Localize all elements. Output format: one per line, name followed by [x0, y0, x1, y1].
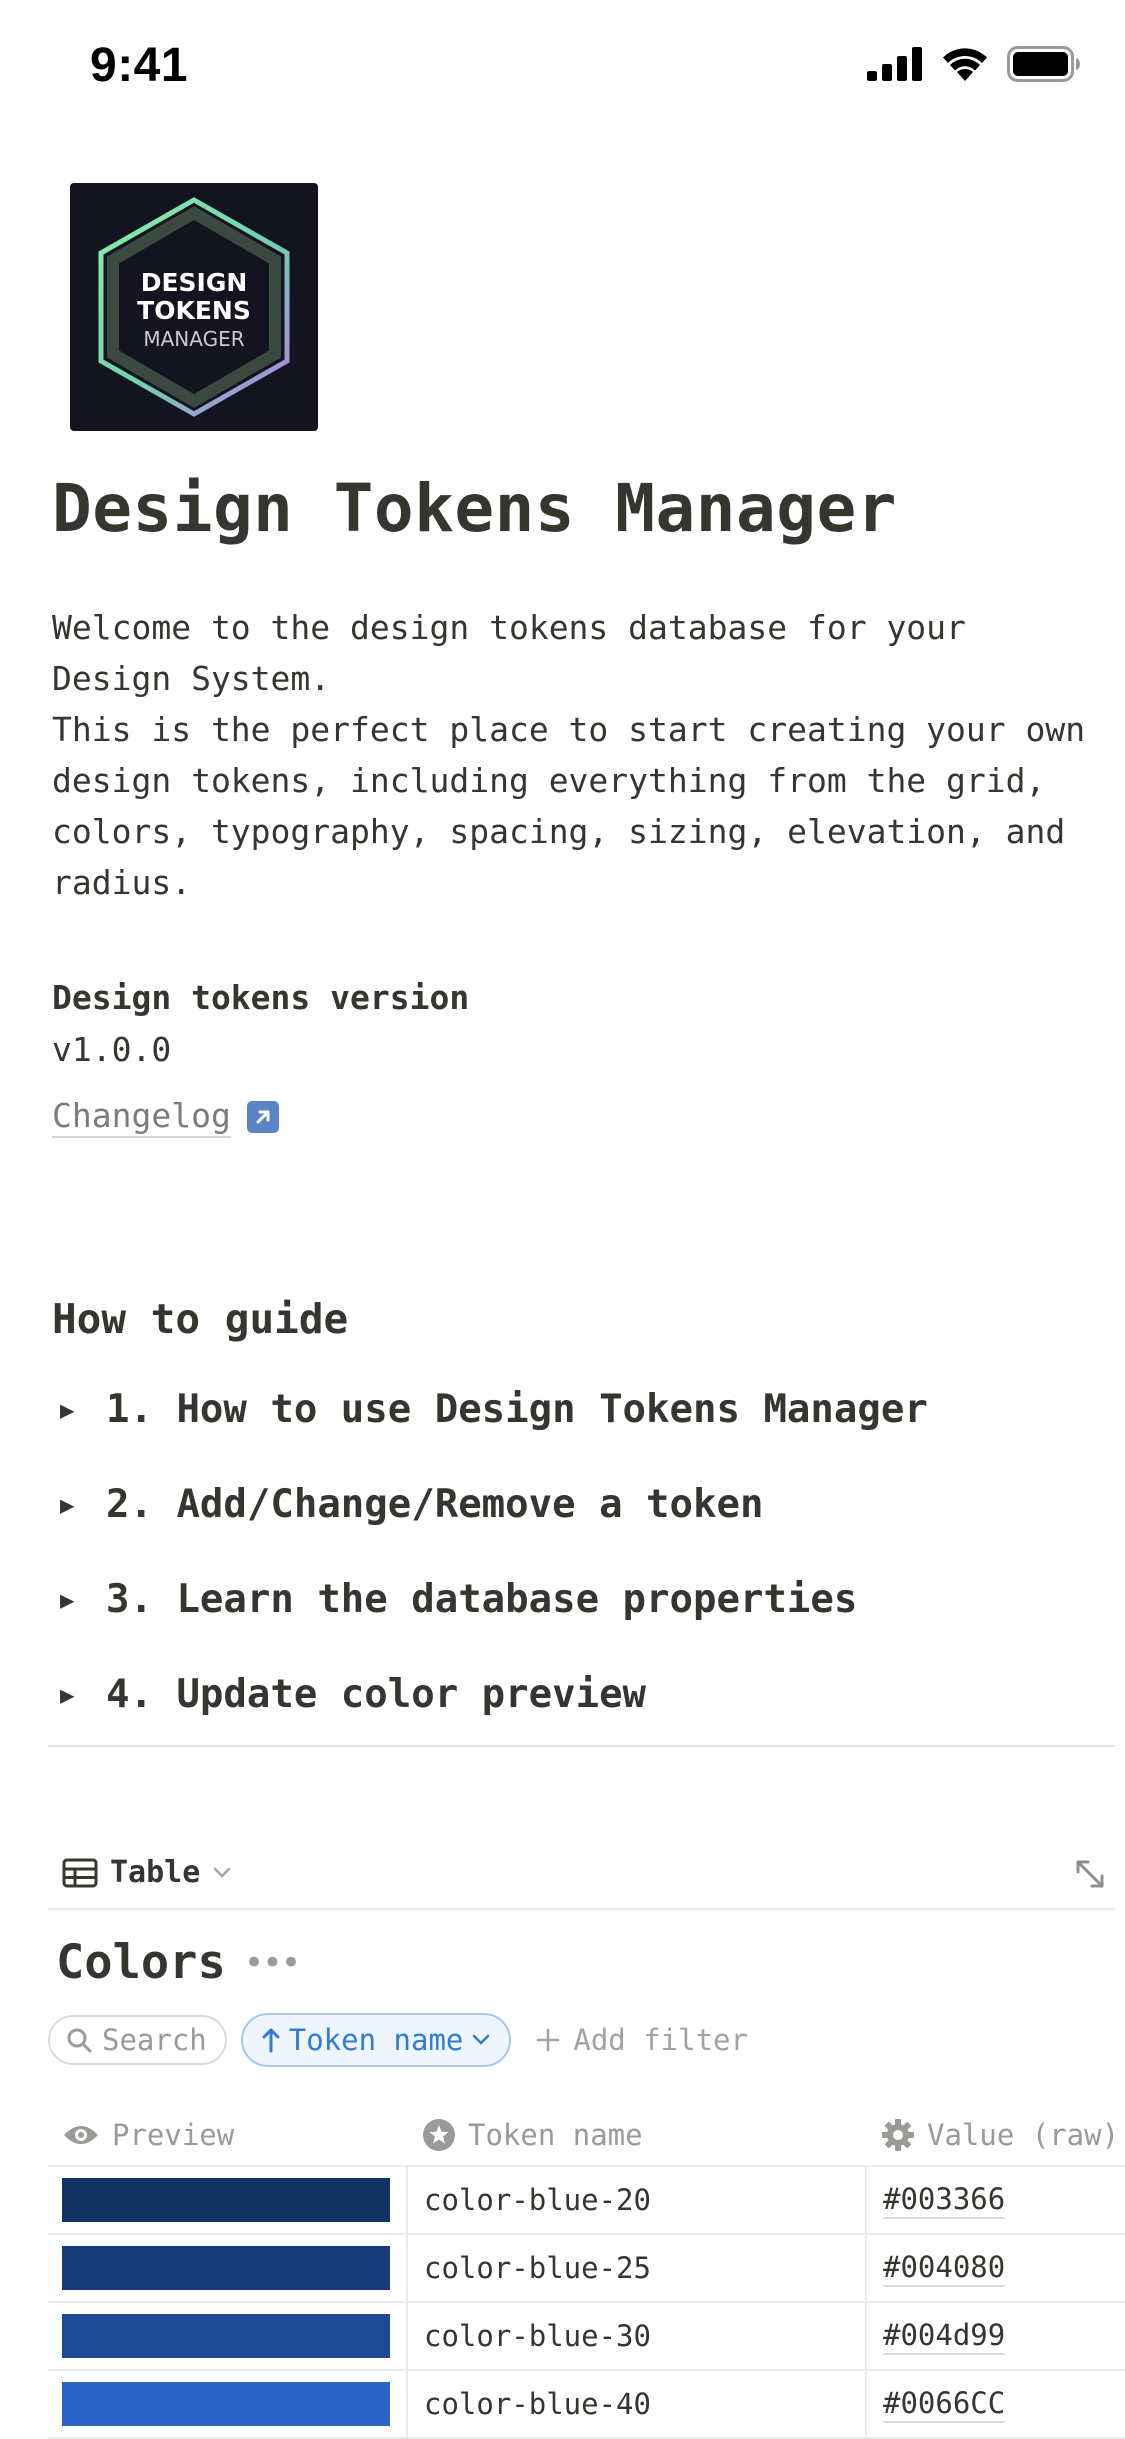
column-header-value-raw[interactable]	[865, 2105, 1125, 2165]
svg-text:DESIGN: DESIGN	[140, 268, 248, 297]
database-title-row	[56, 1935, 299, 1990]
token-value: #004080	[883, 2249, 1005, 2287]
arrow-up-icon	[261, 2027, 281, 2053]
preview-cell	[48, 2178, 406, 2222]
plus-icon	[535, 2027, 561, 2053]
wifi-icon	[941, 47, 989, 81]
token-name: color-blue-40	[424, 2387, 651, 2421]
table-row[interactable]	[48, 2235, 1125, 2303]
svg-text:MANAGER: MANAGER	[143, 327, 245, 351]
toggle-label: 4. Update color preview	[106, 1672, 647, 1717]
search-label: Search	[102, 2023, 207, 2057]
column-header-label: Value (raw)	[927, 2118, 1120, 2152]
color-swatch	[62, 2178, 390, 2222]
token-name-cell[interactable]	[406, 2371, 865, 2437]
triangle-right-icon[interactable]: ▶	[60, 1490, 75, 1519]
table-row[interactable]	[48, 2371, 1125, 2439]
star-circle-icon	[422, 2118, 456, 2152]
view-switcher[interactable]	[62, 1855, 232, 1890]
external-link-icon	[247, 1101, 279, 1133]
changelog-link[interactable]	[52, 1096, 279, 1138]
toggle-label: 1. How to use Design Tokens Manager	[106, 1387, 928, 1432]
value-cell[interactable]	[865, 2303, 1125, 2369]
view-label: Table	[110, 1855, 201, 1890]
table-icon	[62, 1858, 98, 1888]
column-header-label: Token name	[468, 2118, 643, 2152]
triangle-right-icon[interactable]: ▶	[60, 1585, 75, 1614]
color-swatch	[62, 2246, 390, 2290]
toggle-item-database-properties[interactable]	[60, 1577, 857, 1622]
column-header-preview[interactable]	[48, 2105, 406, 2165]
intro-paragraph: This is the perfect place to start creating your own design tokens, including everything from the grid, colors, typography, spacing, sizing, elevation, and radius.	[52, 710, 1086, 902]
triangle-right-icon[interactable]: ▶	[60, 1395, 75, 1424]
table-row[interactable]	[48, 2167, 1125, 2235]
token-name-cell[interactable]	[406, 2235, 865, 2301]
changelog-label[interactable]: Changelog	[52, 1096, 231, 1138]
toggle-item-how-to-use[interactable]	[60, 1387, 928, 1432]
version-value: v1.0.0	[52, 1030, 172, 1069]
toggle-item-color-preview[interactable]	[60, 1672, 646, 1717]
chevron-down-icon	[212, 1866, 232, 1880]
value-cell[interactable]	[865, 2167, 1125, 2233]
table-header	[48, 2105, 1125, 2167]
toggle-item-add-change-remove[interactable]	[60, 1482, 763, 1527]
expand-icon[interactable]	[1072, 1856, 1108, 1892]
divider	[48, 1908, 1115, 1910]
page-title: Design Tokens Manager	[52, 470, 897, 547]
token-name: color-blue-30	[424, 2319, 651, 2353]
divider	[48, 1745, 1115, 1747]
gear-icon	[881, 2118, 915, 2152]
token-name: color-blue-20	[424, 2183, 651, 2217]
eye-icon	[62, 2122, 100, 2148]
preview-cell	[48, 2382, 406, 2426]
color-swatch	[62, 2382, 390, 2426]
sort-token-name-button[interactable]	[241, 2013, 512, 2067]
sort-label: Token name	[288, 2023, 464, 2057]
table-row[interactable]	[48, 2303, 1125, 2371]
colors-table	[48, 2105, 1125, 2439]
token-value: #003366	[883, 2181, 1005, 2219]
preview-cell	[48, 2246, 406, 2290]
triangle-right-icon[interactable]: ▶	[60, 1680, 75, 1709]
color-swatch	[62, 2314, 390, 2358]
svg-text:TOKENS: TOKENS	[137, 296, 251, 325]
page-icon-logo[interactable]	[70, 183, 318, 431]
toggle-label: 3. Learn the database properties	[106, 1577, 858, 1622]
status-time: 9:41	[90, 39, 189, 92]
token-name-cell[interactable]	[406, 2303, 865, 2369]
status-bar	[0, 0, 1125, 140]
battery-icon	[1007, 46, 1081, 82]
token-name: color-blue-25	[424, 2251, 651, 2285]
chevron-down-icon	[471, 2033, 491, 2047]
search-input[interactable]	[48, 2015, 227, 2065]
toggle-label: 2. Add/Change/Remove a token	[106, 1482, 764, 1527]
add-filter-label: Add filter	[573, 2023, 748, 2057]
value-cell[interactable]	[865, 2371, 1125, 2437]
search-icon	[66, 2027, 92, 2053]
more-options-icon[interactable]: •••	[243, 1942, 300, 1983]
value-cell[interactable]	[865, 2235, 1125, 2301]
guide-heading: How to guide	[52, 1295, 349, 1343]
add-filter-button[interactable]	[535, 2023, 748, 2057]
token-value: #004d99	[883, 2317, 1005, 2355]
token-value: #0066CC	[883, 2385, 1005, 2423]
intro-paragraph: Welcome to the design tokens database for your Design System.	[52, 608, 966, 698]
database-title[interactable]: Colors	[56, 1935, 226, 1990]
filter-bar	[48, 2013, 748, 2067]
status-icons	[867, 46, 1081, 82]
column-header-token-name[interactable]	[406, 2105, 865, 2165]
version-label: Design tokens version	[52, 978, 470, 1017]
column-header-label: Preview	[112, 2118, 235, 2152]
preview-cell	[48, 2314, 406, 2358]
intro-text	[52, 602, 1102, 908]
token-name-cell[interactable]	[406, 2167, 865, 2233]
cellular-signal-icon	[867, 47, 923, 81]
